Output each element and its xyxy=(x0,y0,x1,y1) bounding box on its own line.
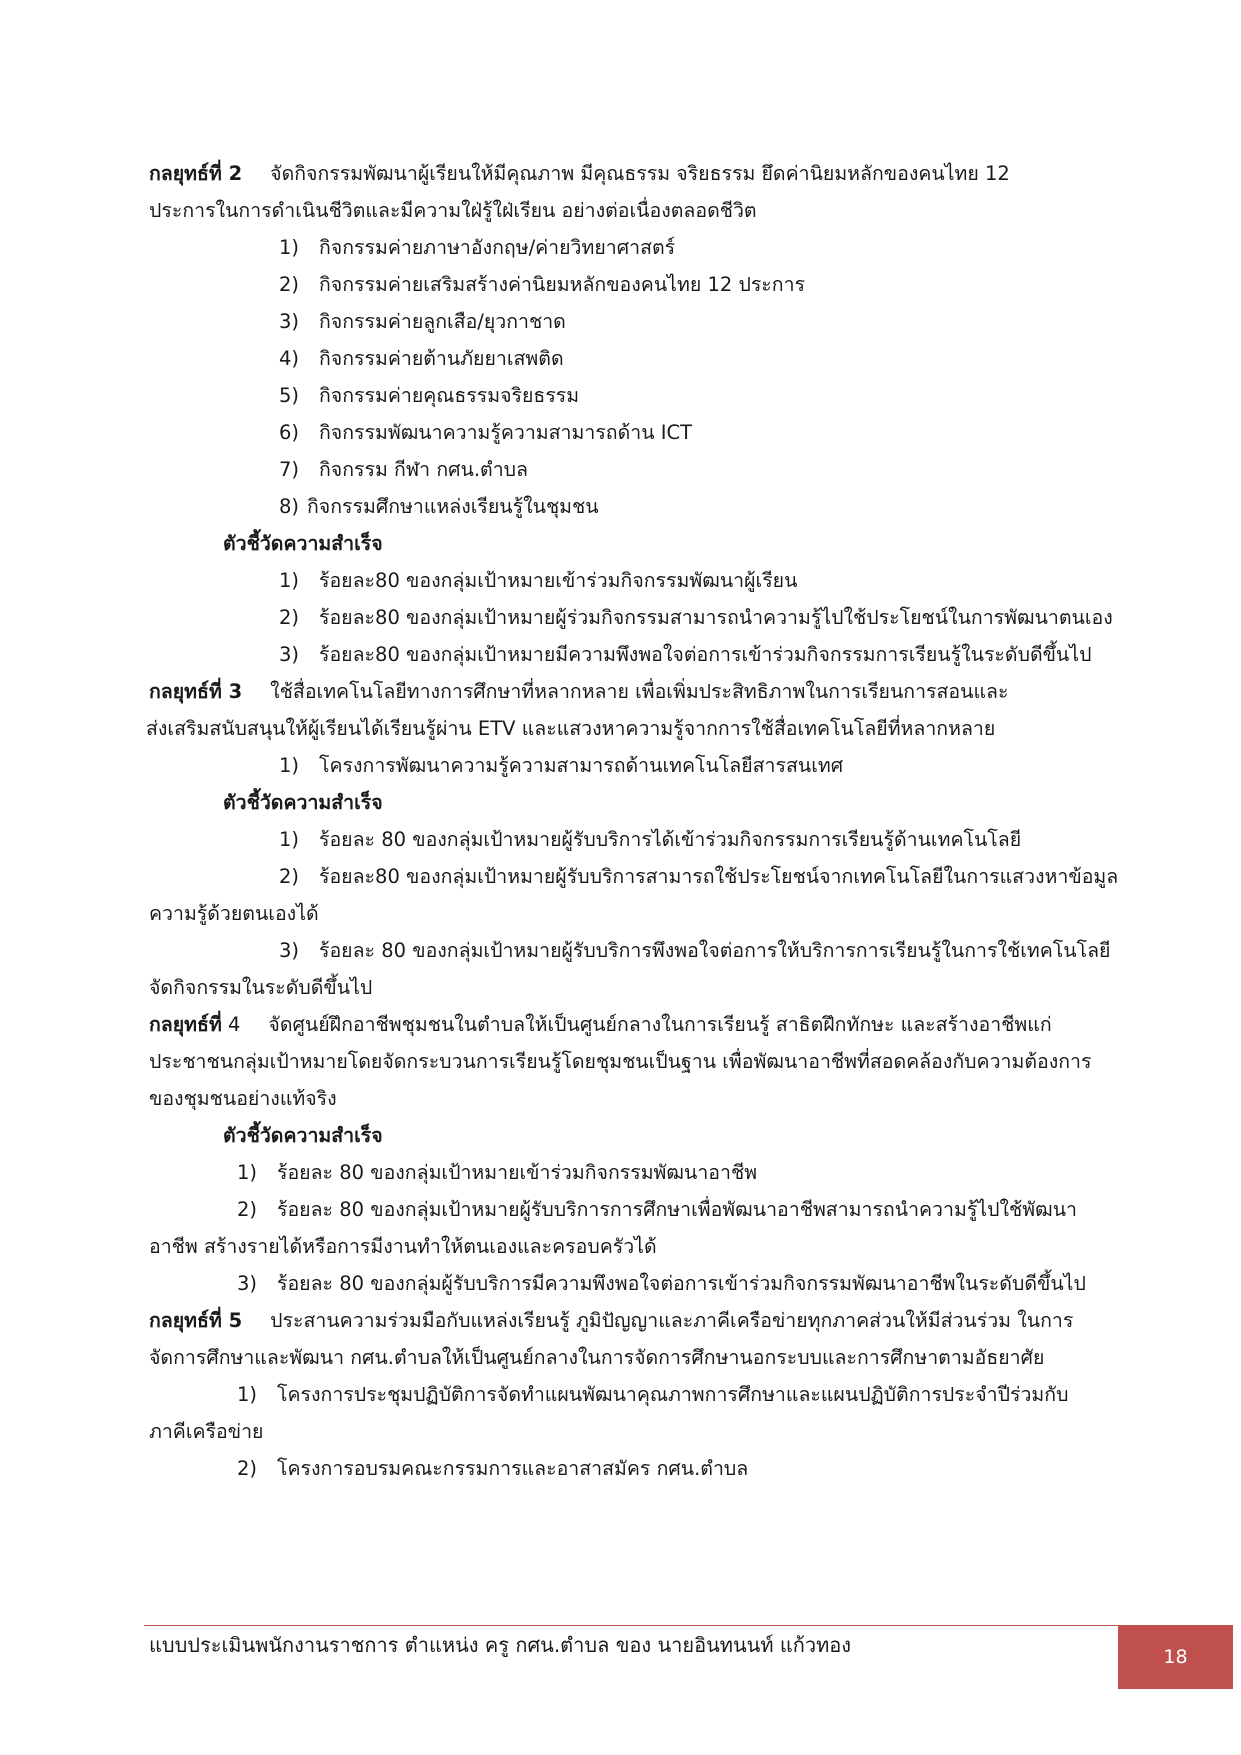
list-item: 1) ร้อยละ 80 ของกลุ่มเป้าหมายเข้าร่วมกิจกรรมพัฒนาอาชีพ xyxy=(237,1161,758,1184)
list-item: 1) กิจกรรมค่ายภาษาอังกฤษ/ค่ายวิทยาศาสตร์ xyxy=(279,236,676,259)
strategy-text: ประสานความร่วมมือกับแหล่งเรียนรู้ ภูมิปัญญาและภาคีเครือข่ายทุกภาคส่วนให้มีส่วนร่วม ในการ xyxy=(270,1309,1074,1332)
list-item-continued: อาชีพ สร้างรายได้หรือการมีงานทำให้ตนเองและครอบครัวได้ xyxy=(149,1235,657,1258)
strategy-4-heading xyxy=(149,1006,1141,1043)
strategy-5-heading xyxy=(149,1302,1141,1339)
strategy-text: ใช้สื่อเทคโนโลยีทางการศึกษาที่หลากหลาย เพื่อเพิ่มประสิทธิภาพในการเรียนการสอนและ xyxy=(270,680,1009,703)
strategy-text: จัดกิจกรรมพัฒนาผู้เรียนให้มีคุณภาพ มีคุณธรรม จริยธรรม ยึดค่านิยมหลักของคนไทย 12 xyxy=(270,162,1010,185)
list-item: 3) กิจกรรมค่ายลูกเสือ/ยุวกาชาด xyxy=(279,310,566,333)
list-item: 1) ร้อยละ80 ของกลุ่มเป้าหมายเข้าร่วมกิจกรรมพัฒนาผู้เรียน xyxy=(279,569,798,592)
list-item-continued: จัดกิจกรรมในระดับดีขึ้นไป xyxy=(149,976,373,999)
strategy-text-continued: ประชาชนกลุ่มเป้าหมายโดยจัดกระบวนการเรียนรู้โดยชุมชนเป็นฐาน เพื่อพัฒนาอาชีพที่สอดคล้องกับความต้องการ xyxy=(149,1050,1092,1073)
strategy-text-continued: จัดการศึกษาและพัฒนา กศน.ตำบลให้เป็นศูนย์กลางในการจัดการศึกษานอกระบบและการศึกษาตามอัธยาศัย xyxy=(149,1346,1045,1369)
list-item: 7) กิจกรรม กีฬา กศน.ตำบล xyxy=(279,458,528,481)
strategy-text-continued: ประการในการดำเนินชีวิตและมีความใฝ่รู้ใฝ่เรียน อย่างต่อเนื่องตลอดชีวิต xyxy=(149,199,757,222)
list-item: 4) กิจกรรมค่ายต้านภัยยาเสพติด xyxy=(279,347,564,370)
list-item: 3) ร้อยละ 80 ของกลุ่มผู้รับบริการมีความพึงพอใจต่อการเข้าร่วมกิจกรรมพัฒนาอาชีพในระดับดีขึ้นไป xyxy=(237,1272,1086,1295)
indicator-heading: ตัวชี้วัดความสำเร็จ xyxy=(223,791,383,814)
list-item: 2) โครงการอบรมคณะกรรมการและอาสาสมัคร กศน.ตำบล xyxy=(237,1457,749,1480)
list-item: 6) กิจกรรมพัฒนาความรู้ความสามารถด้าน ICT xyxy=(279,421,693,444)
strategy-label: กลยุทธ์ที่ 3 xyxy=(149,680,243,703)
page-number-badge xyxy=(1118,1625,1233,1689)
list-item: 2) ร้อยละ80 ของกลุ่มเป้าหมายผู้ร่วมกิจกรรมสามารถนำความรู้ไปใช้ประโยชน์ในการพัฒนาตนเอง xyxy=(279,606,1113,629)
strategy-text-continued: ส่งเสริมสนับสนุนให้ผู้เรียนได้เรียนรู้ผ่าน ETV และแสวงหาความรู้จากการใช้สื่อเทคโนโลยีที่หลากหลาย xyxy=(146,717,996,740)
strategy-label: กลยุทธ์ที่ xyxy=(149,1013,222,1036)
strategy-3-heading xyxy=(149,673,1141,710)
page-content xyxy=(146,155,1141,1487)
list-item: 2) ร้อยละ 80 ของกลุ่มเป้าหมายผู้รับบริการการศึกษาเพื่อพัฒนาอาชีพสามารถนำความรู้ไปใช้พัฒนา xyxy=(237,1198,1077,1221)
footer-text: แบบประเมินพนักงานราชการ ตำแหน่ง ครู กศน.ตำบล ของ นายอินทนนท์ แก้วทอง xyxy=(149,1633,852,1657)
list-item: 8) กิจกรรมศึกษาแหล่งเรียนรู้ในชุมชน xyxy=(279,495,599,518)
list-item-continued: ภาคีเครือข่าย xyxy=(149,1420,264,1443)
strategy-text: จัดศูนย์ฝึกอาชีพชุมชนในตำบลให้เป็นศูนย์กลางในการเรียนรู้ สาธิตฝึกทักษะ และสร้างอาชีพแก่ xyxy=(268,1013,1052,1036)
strategy-number: 4 xyxy=(228,1013,241,1036)
page-number: 18 xyxy=(1163,1646,1188,1668)
list-item: 2) ร้อยละ80 ของกลุ่มเป้าหมายผู้รับบริการสามารถใช้ประโยชน์จากเทคโนโลยีในการแสวงหาข้อมูล xyxy=(279,865,1119,888)
list-item: 3) ร้อยละ80 ของกลุ่มเป้าหมายมีความพึงพอใจต่อการเข้าร่วมกิจกรรมการเรียนรู้ในระดับดีขึ้นไป xyxy=(279,643,1092,666)
footer-divider xyxy=(144,1625,1118,1626)
list-item: 1) โครงการพัฒนาความรู้ความสามารถด้านเทคโนโลยีสารสนเทศ xyxy=(279,754,844,777)
strategy-text-continued: ของชุมชนอย่างแท้จริง xyxy=(149,1087,337,1110)
list-item: 2) กิจกรรมค่ายเสริมสร้างค่านิยมหลักของคนไทย 12 ประการ xyxy=(279,273,806,296)
strategy-label: กลยุทธ์ที่ 2 xyxy=(149,162,243,185)
list-item: 1) ร้อยละ 80 ของกลุ่มเป้าหมายผู้รับบริการได้เข้าร่วมกิจกรรมการเรียนรู้ด้านเทคโนโลยี xyxy=(279,828,1022,851)
list-item-continued: ความรู้ด้วยตนเองได้ xyxy=(149,902,319,925)
strategy-2-heading xyxy=(149,155,1141,192)
indicator-heading: ตัวชี้วัดความสำเร็จ xyxy=(223,1124,383,1147)
strategy-label: กลยุทธ์ที่ 5 xyxy=(149,1309,243,1332)
list-item: 5) กิจกรรมค่ายคุณธรรมจริยธรรม xyxy=(279,384,580,407)
list-item: 1) โครงการประชุมปฏิบัติการจัดทำแผนพัฒนาคุณภาพการศึกษาและแผนปฏิบัติการประจำปีร่วมกับ xyxy=(237,1383,1069,1406)
indicator-heading: ตัวชี้วัดความสำเร็จ xyxy=(223,532,383,555)
list-item: 3) ร้อยละ 80 ของกลุ่มเป้าหมายผู้รับบริการพึงพอใจต่อการให้บริการการเรียนรู้ในการใช้เทคโนโลยี xyxy=(279,939,1111,962)
